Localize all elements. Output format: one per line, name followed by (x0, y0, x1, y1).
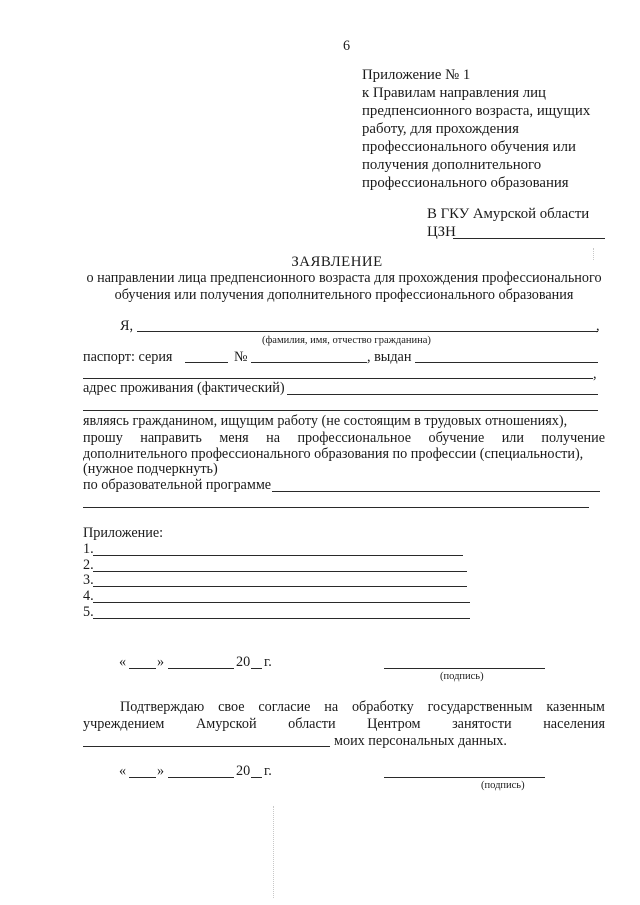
signature-hint: (подпись) (481, 780, 525, 791)
word: на (266, 430, 281, 446)
word: занятости (452, 716, 512, 732)
quote-open: « (119, 654, 127, 670)
appendix-line: получения дополнительного (362, 157, 542, 173)
word: обучение (428, 430, 485, 446)
appendix-line: работу, для прохождения (362, 121, 519, 137)
czn-field[interactable] (83, 746, 330, 747)
word: области (288, 716, 336, 732)
consent-text-justified (120, 699, 605, 716)
comma: , (596, 318, 600, 334)
day-field[interactable] (129, 777, 156, 778)
document-subtitle: о направлении лица предпенсионного возраста для прохождения профессионального (86, 270, 602, 286)
month-field[interactable] (168, 777, 234, 778)
body-text: дополнительного профессионального образования по профессии (специальности), (83, 446, 584, 462)
scan-artifact (593, 248, 594, 260)
czn-name-field[interactable] (453, 238, 605, 239)
body-text-justified (83, 430, 605, 447)
word: обработку (351, 699, 414, 715)
word: Центром (367, 716, 421, 732)
document-subtitle: обучения или получения дополнительного профессионального образования (114, 287, 574, 303)
appendix-line: Приложение № 1 (362, 67, 471, 83)
year-suffix: г. (264, 763, 272, 779)
quote-close: » (157, 654, 165, 670)
word: Амурской (195, 716, 257, 732)
word: меня (219, 430, 249, 446)
passport-number-field[interactable] (251, 362, 367, 363)
attachment-field[interactable] (93, 586, 467, 587)
word: прошу (83, 430, 123, 446)
appendix-line: к Правилам направления лиц (362, 85, 546, 101)
program-field[interactable] (272, 491, 600, 492)
passport-number-label: № (234, 349, 248, 365)
word: получение (541, 430, 605, 446)
attachment-number: 2. (83, 557, 94, 573)
attachment-number: 3. (83, 572, 94, 588)
attachment-field[interactable] (93, 571, 467, 572)
program-label: по образовательной программе (83, 477, 272, 493)
word: свое (218, 699, 245, 715)
fio-field[interactable] (137, 331, 598, 332)
quote-close: » (157, 763, 165, 779)
consent-text-justified (83, 716, 605, 733)
word: направить (140, 430, 202, 446)
issued-label: , выдан (367, 349, 412, 365)
word: Подтверждаю (120, 699, 205, 715)
word: учреждением (83, 716, 165, 732)
address-label: адрес проживания (фактический) (83, 380, 285, 396)
word: на (324, 699, 339, 715)
body-text-hint: (нужное подчеркнуть) (83, 461, 218, 477)
year-field[interactable] (251, 668, 262, 669)
page-number: 6 (343, 38, 351, 54)
scan-artifact (273, 806, 274, 898)
addressee-line2: ЦЗН (427, 224, 456, 240)
program-field-continued[interactable] (83, 507, 589, 508)
attachment-number: 5. (83, 604, 94, 620)
attachment-number: 4. (83, 588, 94, 604)
word: казенным (546, 699, 605, 715)
word: согласие (258, 699, 311, 715)
attachment-number: 1. (83, 541, 94, 557)
year-prefix: 20 (236, 654, 251, 670)
appendix-line: профессионального обучения или (362, 139, 576, 155)
signature-hint: (подпись) (440, 671, 484, 682)
word: профессиональное (297, 430, 412, 446)
year-prefix: 20 (236, 763, 251, 779)
document-title: ЗАЯВЛЕНИЕ (291, 254, 383, 270)
year-suffix: г. (264, 654, 272, 670)
signature-field[interactable] (384, 668, 545, 669)
ya-label: Я, (120, 318, 134, 334)
consent-tail: моих персональных данных. (334, 733, 507, 749)
attachment-field[interactable] (93, 555, 463, 556)
word: или (501, 430, 524, 446)
day-field[interactable] (129, 668, 156, 669)
issued-by-field[interactable] (415, 362, 598, 363)
word: государственным (427, 699, 533, 715)
comma: , (593, 366, 597, 382)
issued-by-field-continued[interactable] (83, 378, 593, 379)
word: населения (543, 716, 605, 732)
fio-hint: (фамилия, имя, отчество гражданина) (262, 335, 431, 346)
signature-field[interactable] (384, 777, 545, 778)
appendix-line: профессионального образования (362, 175, 569, 191)
passport-series-field[interactable] (185, 362, 228, 363)
quote-open: « (119, 763, 127, 779)
attachment-field[interactable] (93, 602, 470, 603)
attachment-field[interactable] (93, 618, 470, 619)
attachments-label: Приложение: (83, 525, 164, 541)
body-text: являясь гражданином, ищущим работу (не состоящим в трудовых отношениях), (83, 413, 568, 429)
addressee-line1: В ГКУ Амурской области (427, 206, 590, 222)
year-field[interactable] (251, 777, 262, 778)
passport-series-label: паспорт: серия (83, 349, 173, 365)
month-field[interactable] (168, 668, 234, 669)
appendix-line: предпенсионного возраста, ищущих (362, 103, 591, 119)
address-field[interactable] (287, 394, 598, 395)
address-field-continued[interactable] (83, 410, 598, 411)
